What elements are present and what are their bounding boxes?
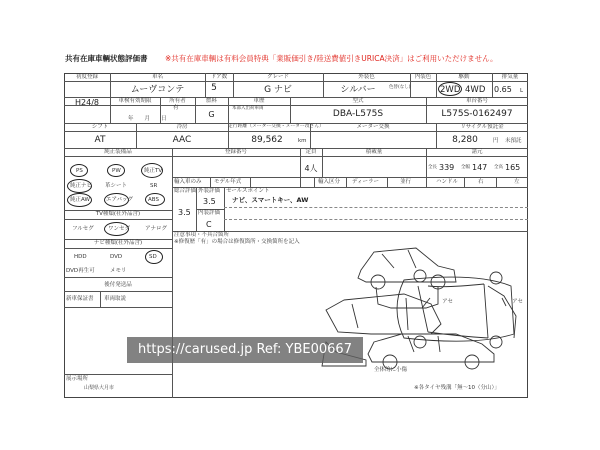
dims-label: 諸元 [471,149,483,155]
history-label: 車歴 [253,98,265,104]
equip-airbag: エアバッグ [106,197,134,203]
type-value: DBA-L575S [332,109,384,119]
page-title: 共有在庫車輌状態評価書 [65,54,148,63]
recycle-unit: 円 [493,138,499,144]
shift-value: AT [94,135,106,145]
defect-label: 注意事項・不具合箇所 [174,232,230,238]
chassis-label: 車台番号 [465,98,488,104]
sales-points-value: ナビ、スマートキー、AW [232,196,309,204]
drive-4wd: 4WD [465,85,486,95]
header-color: 外装色 [358,74,375,80]
owner-label: 所有者 [169,98,186,104]
manual-label: 車両取説 [104,296,127,302]
navi-type-label: ナビ種類(社外品含) [93,240,143,246]
grade-value: G ナビ [264,85,292,95]
equip-tv: 純正TV [144,168,163,174]
displacement-unit: L [520,88,524,94]
load-label: 積載量 [365,149,383,155]
sales-points-label: セールスポイント [226,188,270,194]
equip-aw: 純正AW [70,197,90,203]
circle-airbag [104,193,129,207]
navi-memory: メモリ [110,268,127,274]
diagram-note: 全体的に小傷 [374,367,408,373]
capacity-value: 4人 [304,164,318,173]
capacity-label: 定員 [305,149,317,155]
type-label: 型式 [352,98,364,104]
exterior-eval-value: 3.5 [203,197,216,206]
inspection-date: 年 月 日 [128,116,167,122]
height-label: 全高 [494,165,503,170]
interior-eval-value: C [206,220,212,229]
length-value: 339 [439,163,455,172]
displacement-value: 0.65 [494,85,512,94]
equip-leather: 革シート [105,183,128,189]
circle-pw [107,164,125,177]
header-grade: グレード [266,74,289,80]
ac-value: AAC [172,135,192,145]
shift-label: シフト [91,124,109,130]
fuel-label: 燃料 [205,98,217,104]
circle-aw [67,193,92,207]
tv-oneseg: ワンセグ [108,226,131,232]
tv-analog: アナログ [145,226,168,232]
circle-oneseg [104,222,129,236]
circle-tv [141,163,163,178]
color-value: シルバー [340,85,376,95]
length-label: 全長 [428,165,437,170]
equip-ps: PS [76,168,83,174]
drive-2wd: 2WD [440,85,461,95]
navi-dvd-play: DVD再生可 [66,268,95,274]
import-type-label: 輸入区分 [318,179,341,185]
history-note: 本部入出荷車両 [232,106,264,111]
header-doors: ドア数 [210,74,228,80]
circle-sd [145,250,163,264]
watermark: https://carused.jp Ref: YBE00667 [127,337,363,363]
navi-dvd: DVD [110,254,123,260]
mark-ase-1: アセ [442,299,453,305]
recycle-note: 未預託 [505,138,522,144]
ac-label: 冷房 [176,124,188,130]
navi-sd: SD [149,254,157,260]
warranty-label: 新車保証書 [66,296,94,302]
reg-no-label: 登録番号 [224,149,247,155]
equipment-label: 純正装備品 [104,149,132,155]
overall-eval-value: 3.5 [178,208,191,217]
mark-ase-2: アセ [512,299,523,305]
notice-text: ※共有在庫車輌は有料会員特典「業販価引き/陸送費値引きURICA決済」はご利用いただけません。 [165,54,498,63]
header-car-name: 車名 [151,74,163,80]
defect-note: ※修復歴「有」の場合は修復箇所・交換箇所を記入 [174,239,300,245]
import-label: 輸入車のみ [174,179,202,185]
header-first-reg: 初度登録 [75,74,98,80]
equip-sr: SR [150,183,158,189]
tv-fullseg: フルセグ [72,226,94,232]
width-value: 147 [472,163,488,172]
tv-type-label: TV種類(社外品含) [95,211,141,217]
recycle-value: 8,280 [452,135,478,145]
owner-value: 有 [173,105,179,111]
header-drive: 駆動 [458,74,470,80]
chassis-value: L575S-0162497 [441,109,513,119]
meter-change-label: メーター交換 [356,124,390,130]
mileage-label: 走行距離（メーター交換・メーター改ざん） [228,124,324,129]
display-label: 展示場所 [66,376,89,382]
doors-value: 5 [211,83,217,93]
parallel-label: 並行 [400,179,412,185]
handle-left: 左 [514,179,520,185]
handle-label: ハンドル [436,179,459,185]
equip-navi: 純正ナビ [70,183,93,189]
width-label: 全幅 [461,165,470,170]
inspection-label: 車検有効期限 [118,98,152,104]
circle-abs [145,193,165,206]
exterior-eval-label: 外装評価 [198,188,221,194]
handle-right: 右 [478,179,484,185]
circle-navi [67,179,92,193]
circle-ps [70,164,88,177]
navi-hdd: HDD [74,254,87,260]
equip-pw: PW [112,168,121,174]
mileage-value: 89,562 [251,135,283,145]
model-year-label: モデル年式 [214,179,242,185]
recycle-label: リサイクル預託金 [460,124,504,130]
mileage-unit: km [298,138,307,144]
fuel-value: G [208,110,215,119]
equip-abs: ABS [148,197,159,203]
import-type-value: ディーラー [352,179,380,185]
first-reg-value: H24/8 [75,98,99,107]
after-items-label: 後付発送品 [104,282,132,288]
display-value: 山梨県大月市 [84,385,115,391]
color-note: 色替(なし) [389,85,411,90]
car-name-value: ムーヴコンテ [130,85,185,95]
header-displacement: 排気量 [501,74,519,80]
tire-note: ※各タイヤ残溝「無～10（分山）」 [414,385,500,391]
overall-eval-label: 総合評価 [174,188,197,194]
height-value: 165 [505,163,521,172]
interior-eval-label: 内装評価 [198,210,221,216]
header-interior-color: 内装色 [414,74,432,80]
